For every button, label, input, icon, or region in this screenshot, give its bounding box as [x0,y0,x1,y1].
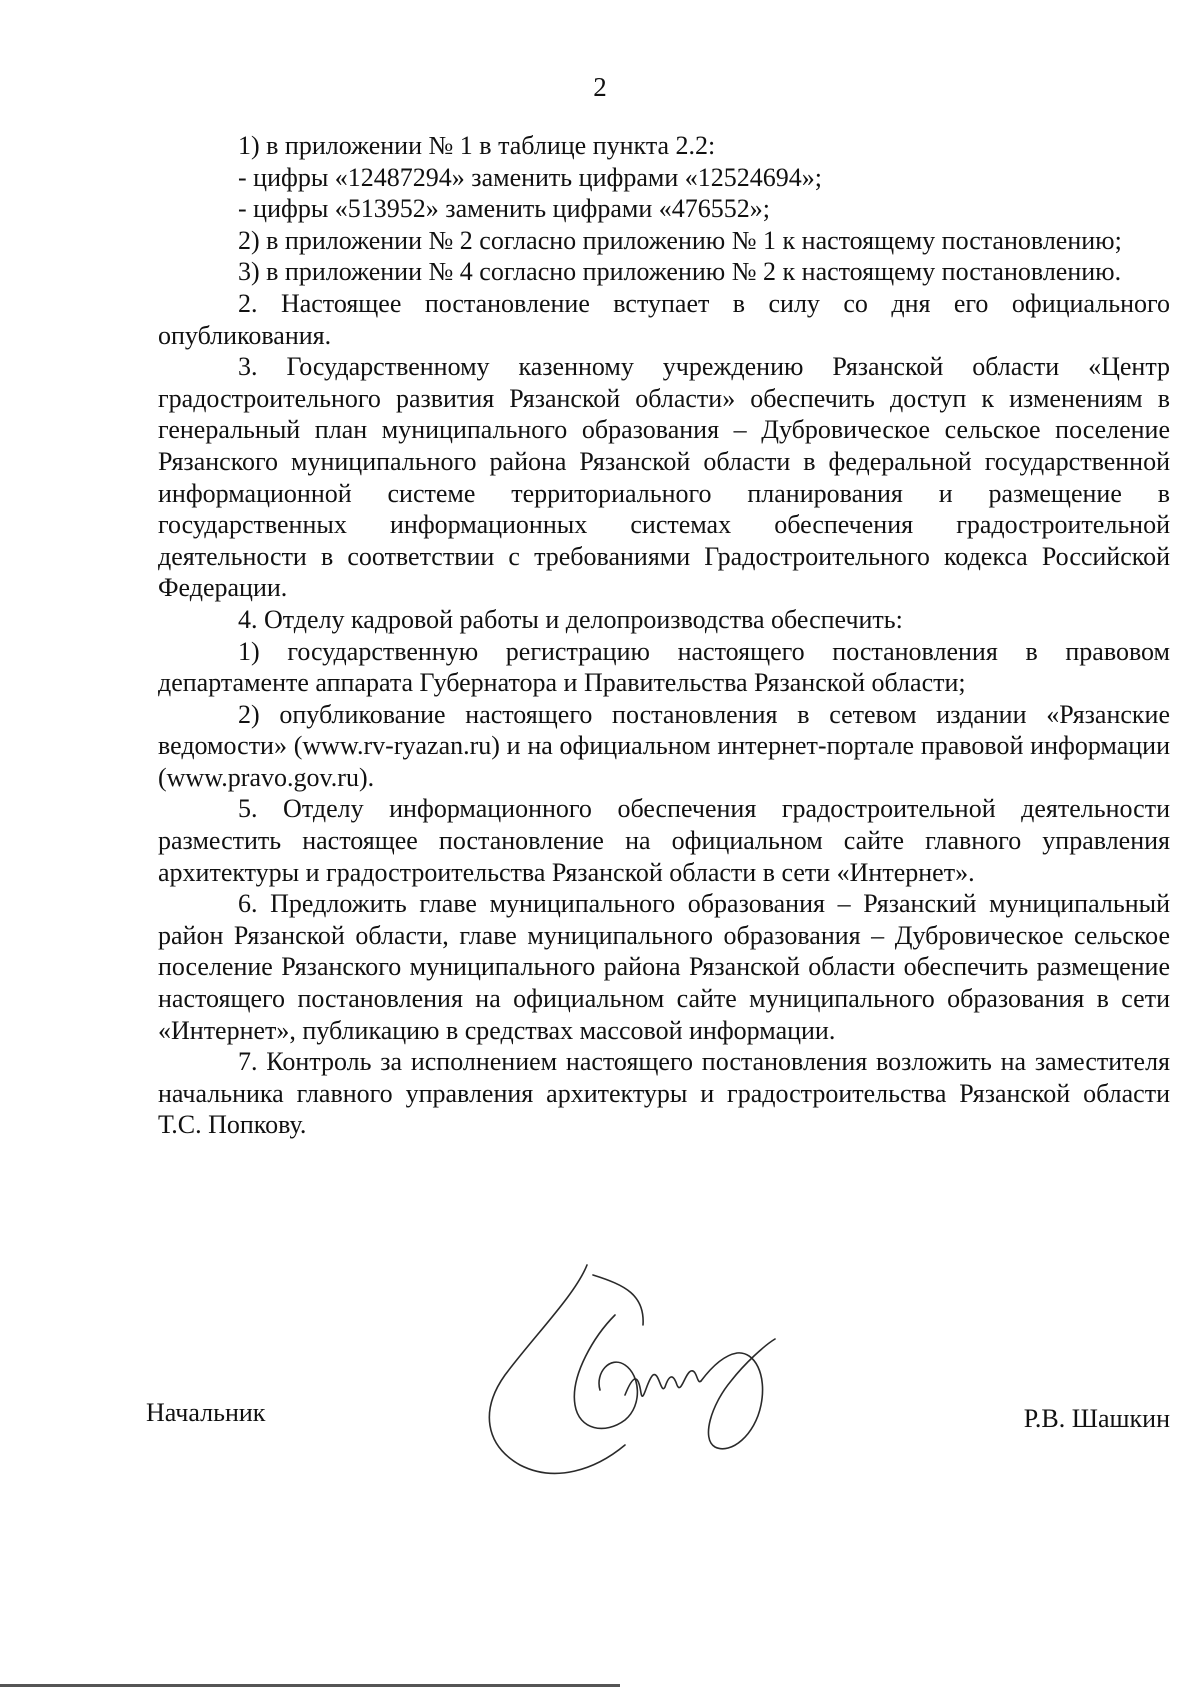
amendment-item-1: 1) в приложении № 1 в таблице пункта 2.2: [238,131,716,160]
clause-5: 5. Отделу информационного обеспечения градостроительной деятельности разместить настоящее постановление на официальном сайте главного управления архитектуры и градостроительства Рязанской области в сети «Интернет». [158,794,1170,887]
signature-block [146,1398,1170,1458]
amendment-subitem-2: - цифры «513952» заменить цифрами «476552»; [238,194,770,224]
signer-position: Начальник [146,1398,266,1427]
clause-3: 3. Государственному казенному учреждению Рязанской области «Центр градостроительного развития Рязанской области» обеспечить доступ к изменениям в генеральный план муниципального образования – Дубровическое сельское поселение Рязанского муниципального района Рязанской области в федеральной государственной информационной системе территориального планирования и размещение в государственных информационных системах обеспечения градостроительной деятельности в соответствии с требованиями Градостроительного кодекса Российской Федерации. [158,352,1170,603]
document-body [158,130,1170,1141]
page-number: 2 [593,72,607,102]
clause-2: 2. Настоящее постановление вступает в силу со дня его официального опубликования. [158,288,1170,350]
amendment-item-2: 2) в приложении № 2 согласно приложению № 1 к настоящему постановлению; [238,225,1122,255]
clause-4-item-1: 1) государственную регистрацию настоящего постановления в правовом департаменте аппарата Губернатора и Правительства Рязанской области; [158,636,1170,698]
amendment-subitem-1: - цифры «12487294» заменить цифрами «12524694»; [238,162,822,192]
clause-6: 6. Предложить главе муниципального образования – Рязанский муниципальный район Рязанской области, главе муниципального образования – Дубровическое сельское поселение Рязанского муниципального района Рязанской области обеспечить размещение настоящего постановления на официальном сайте муниципального образования в сети «Интернет», публикацию в средствах массовой информации. [158,889,1170,1045]
signer-name: Р.В. Шашкин [1023,1404,1170,1433]
amendment-item-3: 3) в приложении № 4 согласно приложению № 2 к настоящему постановлению. [238,257,1122,287]
clause-4: 4. Отделу кадровой работы и делопроизводства обеспечить: [238,604,903,634]
clause-7: 7. Контроль за исполнением настоящего постановления возложить на заместителя начальника главного управления архитектуры и градостроительства Рязанской области Т.С. Попкову. [158,1047,1170,1140]
scan-edge-line [0,1684,620,1687]
clause-4-item-2: 2) опубликование настоящего постановления в сетевом издании «Рязанские ведомости» (www.rv-ryazan.ru) и на официальном интернет-портале правовой информации (www.pravo.gov.ru). [158,699,1170,792]
